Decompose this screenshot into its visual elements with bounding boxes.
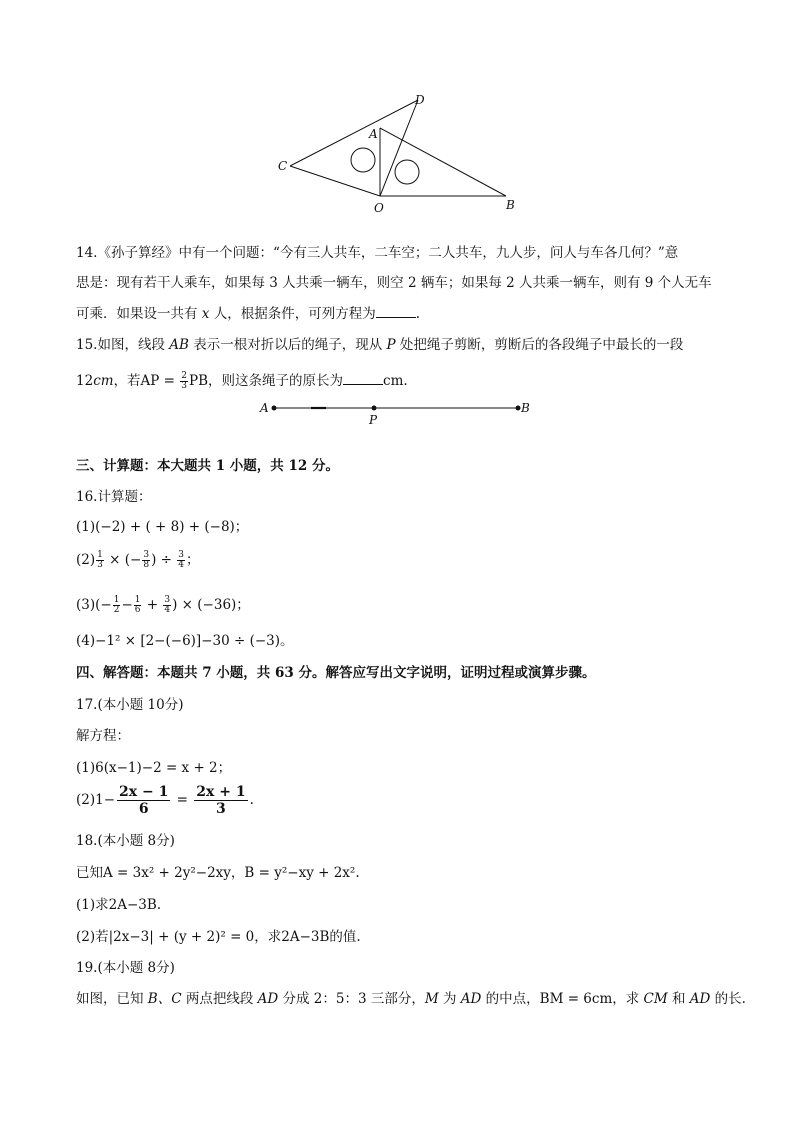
label-c: C <box>278 159 288 173</box>
q18-given: 已知A = 3x² + 2y²−2xy，B = y²−xy + 2x². <box>76 865 360 881</box>
q17-part2: (2)1− $\frac{2x - 1}{6}$ = $\frac{2x + 1}{3}$ . <box>76 784 254 817</box>
q17-title: 17.(本小题 10分) <box>76 697 184 713</box>
section4-heading: 四、解答题：本题共 7 小题，共 63 分。解答应写出文字说明，证明过程或演算步骤。 <box>76 665 596 681</box>
answer-blank <box>343 372 383 385</box>
label-d: D <box>415 93 425 107</box>
seg-label-a: A <box>260 401 269 415</box>
answer-blank <box>376 305 416 318</box>
triangle-figure <box>270 88 530 218</box>
segment-figure <box>256 398 536 426</box>
q14-line1: 14.《孙子算经》中有一个问题：“今有三人共车，二车空；二人共车，九人步，问人与车各几何？”意 <box>76 245 679 261</box>
q18-part1: (1)求2A−3B. <box>76 897 162 913</box>
label-o: O <box>374 201 384 215</box>
q15-line1: 15.如图，线段 AB 表示一根对折以后的绳子，现从 P 处把绳子剪断，剪断后的各段绳子中最长的一段 <box>76 337 684 353</box>
q14-line3: 可乘．如果设一共有 x 人，根据条件，可列方程为 . <box>76 306 421 322</box>
q17-part1: (1)6(x−1)−2 = x + 2； <box>76 760 232 776</box>
q19-title: 19.(本小题 8分) <box>76 960 175 976</box>
section3-heading: 三、计算题：本大题共 1 小题，共 12 分。 <box>76 458 340 474</box>
q15-line2: 12cm，若AP = $\frac{2}{3}$ PB，则这条绳子的原长为 cm. <box>76 371 408 391</box>
q18-title: 18.(本小题 8分) <box>76 833 175 849</box>
label-a: A <box>369 127 378 141</box>
seg-label-p: P <box>369 413 378 426</box>
q16-part1: (1)(−2) + ( + 8) + (−8)； <box>76 519 249 535</box>
q16-title: 16.计算题： <box>76 489 152 505</box>
q19-text: 如图，已知 B、C 两点把线段 AD 分成 2：5：3 三部分，M 为 AD 的中点，BM = 6cm，求 CM 和 AD 的长. <box>76 991 746 1007</box>
q18-part2: (2)若|2x−3| + (y + 2)² = 0，求2A−3B的值. <box>76 929 361 945</box>
q16-part2: (2) $\frac{1}{3}$ × (− $\frac{3}{8}$ ) ÷ $\frac{3}{4}$ ； <box>76 550 200 570</box>
q16-part3: (3)(− $\frac{1}{2}$ − $\frac{1}{6}$ + $\frac{3}{4}$ ) × (−36)； <box>76 595 250 615</box>
q17-intro: 解方程： <box>76 728 130 744</box>
q14-line2: 思是：现有若干人乘车，如果每 3 人共乘一辆车，则空 2 辆车；如果每 2 人共乘一辆车，则有 9 个人无车 <box>76 275 712 291</box>
fraction: $\frac{2}{3}$ <box>181 371 188 391</box>
q16-part4: (4)−1² × [2−(−6)]−30 ÷ (−3)。 <box>76 633 294 649</box>
seg-label-b: B <box>521 401 530 415</box>
label-b: B <box>506 198 515 212</box>
